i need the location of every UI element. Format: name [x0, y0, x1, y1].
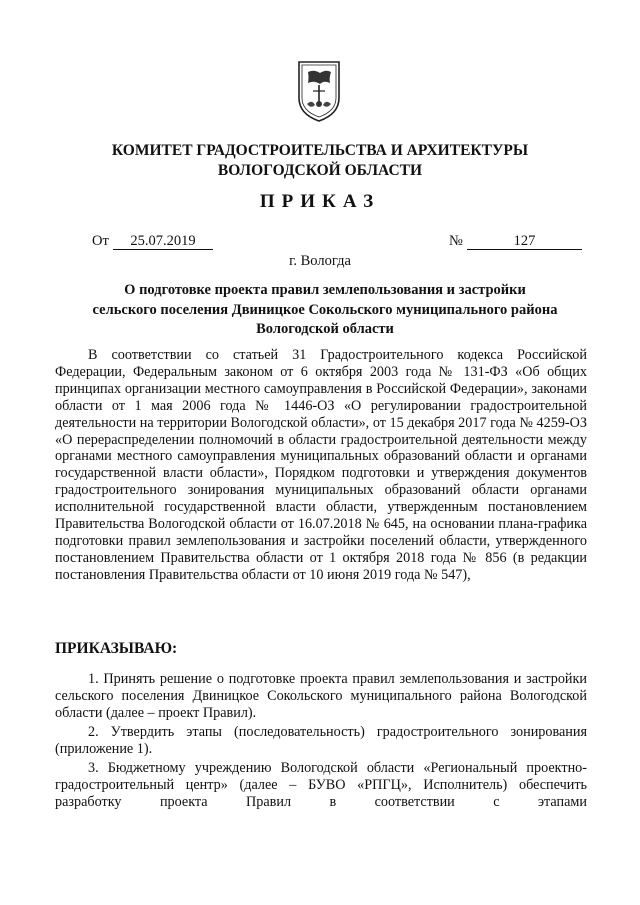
subject-line-3: Вологодской области — [256, 321, 394, 337]
number-label: № — [449, 233, 463, 249]
document-type: ПРИКАЗ — [259, 191, 381, 212]
order-item-2: 2. Утвердить этапы (последовательность) градостроительного зонирования (приложение 1). — [55, 724, 587, 757]
subject-line-1: О подготовке проекта правил землепользования и застройки — [124, 282, 526, 298]
order-item-3: 3. Бюджетному учреждению Вологодской области «Региональный проектно-градостроительный центр» (далее – БУВО «РПГЦ», Исполнитель) обеспечить разработку проекта Правил в соответствии с этапами — [55, 760, 587, 810]
preamble-paragraph: В соответствии со статьей 31 Градостроительного кодекса Российской Федерации, Федеральным законом от 6 октября 2003 года № 131-ФЗ «Об общих принципах организации местного самоуправления в Российской Федерации», законами области от 1 мая 2006 года № 1446-ОЗ «О регулировании градостроительной деятельности на территории Вологодской области», от 15 декабря 2017 года № 4259-ОЗ «О перераспределении полномочий в области градостроительной деятельности между органами местного самоуправления муниципальных образований области и органами государственной власти области», Порядком подготовки и утверждения документов градостроительного зонирования муниципальных образований области органами исполнительной государственной власти области, утвержденным постановлением Правительства Вологодской области от 16.07.2018 № 645, на основании плана-графика подготовки правил землепользования и застройки поселений области, утвержденного постановлением Правительства области от 1 октября 2018 года № 856 (в редакции постановления Правительства области от 10 июня 2019 года № 547), — [55, 347, 587, 583]
organization-line-2: ВОЛОГОДСКОЙ ОБЛАСТИ — [217, 162, 423, 179]
date-label: От — [92, 233, 109, 249]
order-word: ПРИКАЗЫВАЮ: — [55, 640, 178, 657]
document-date: 25.07.2019 — [113, 233, 213, 250]
organization-line-1: КОМИТЕТ ГРАДОСТРОИТЕЛЬСТВА И АРХИТЕКТУРЫ — [111, 142, 529, 159]
document-number: 127 — [467, 233, 582, 250]
document-subject — [70, 281, 580, 340]
order-item-1: 1. Принять решение о подготовке проекта правил землепользования и застройки сельского поселения Двиницкое Сокольского муниципального района Вологодской области (далее – проект Правил). — [55, 671, 587, 721]
subject-line-2: сельского поселения Двиницкое Сокольского муниципального района — [92, 301, 558, 318]
city: г. Вологда — [289, 253, 351, 269]
organization-name — [0, 141, 640, 181]
coat-of-arms-icon — [296, 58, 342, 124]
order-items — [55, 671, 587, 813]
